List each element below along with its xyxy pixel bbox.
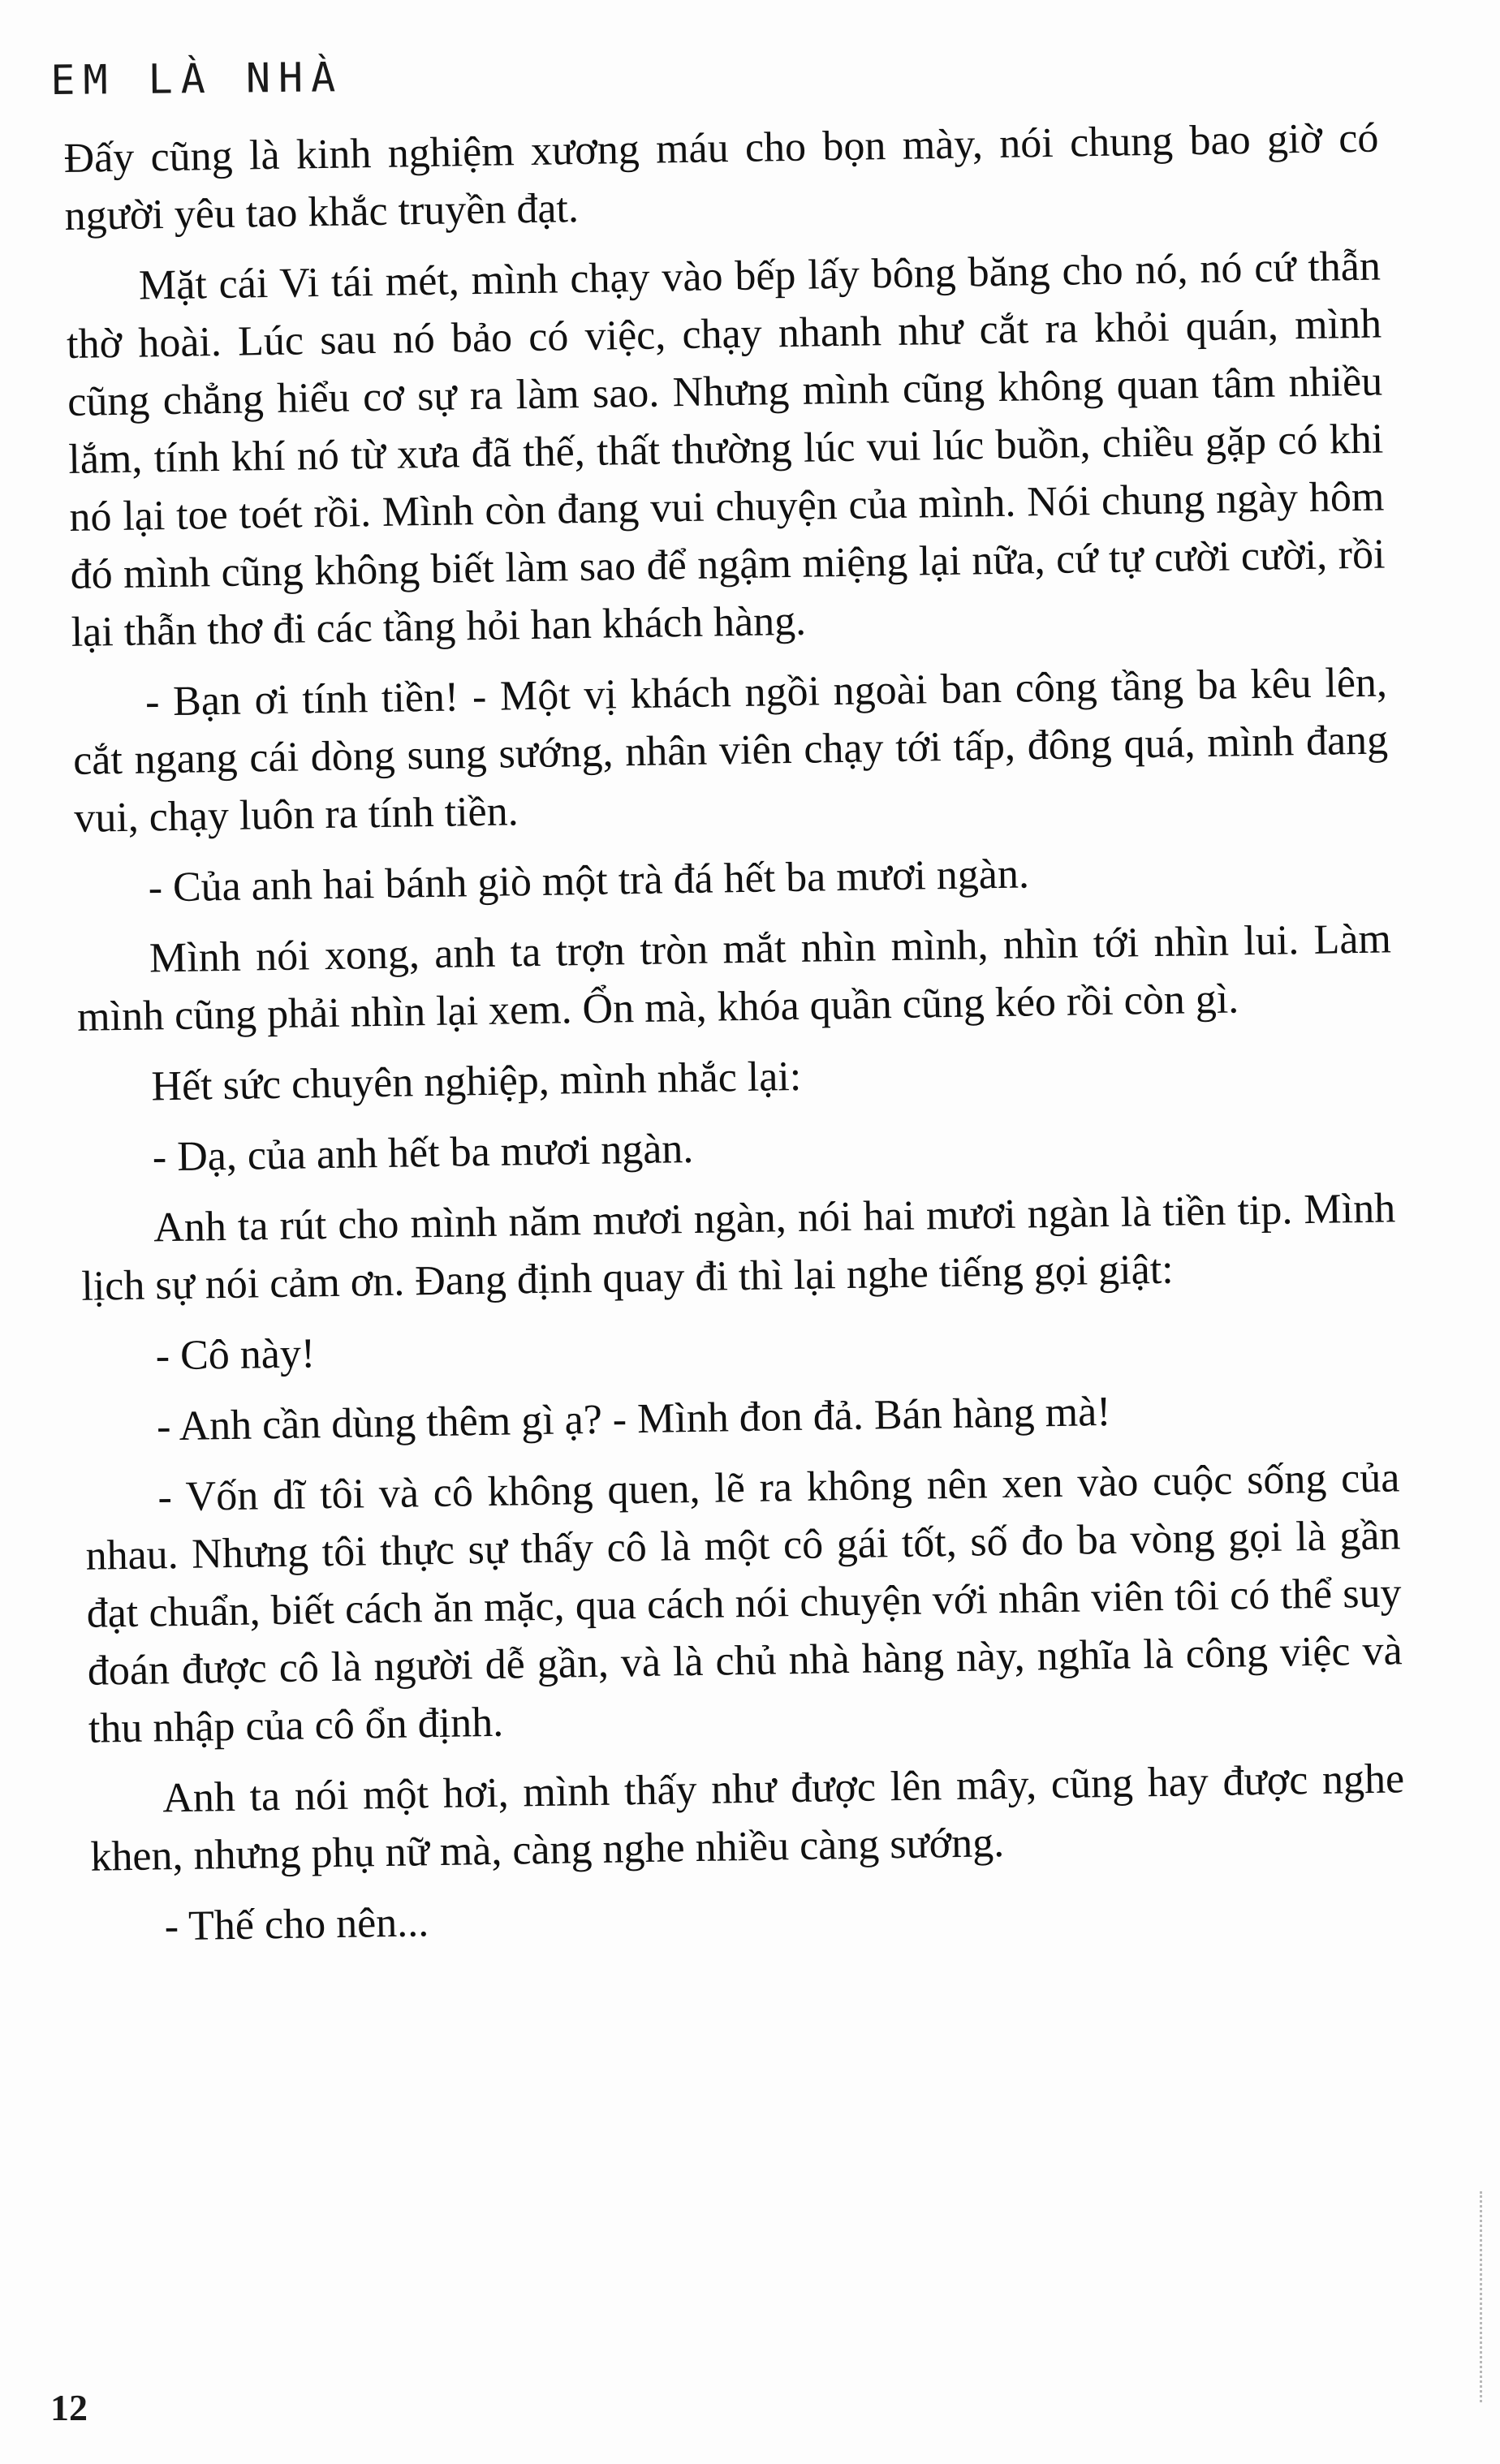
paragraph: Mình nói xong, anh ta trợn tròn mắt nhìn mình, nhìn tới nhìn lui. Làm mình cũng phải nhìn lại xem. Ổn mà, khóa quần cũng kéo rồi còn gì. xyxy=(76,915,1392,1040)
page-edge-mark xyxy=(1480,2191,1485,2402)
paragraph-continuation: Đấy cũng là kinh nghiệm xương máu cho bọn mày, nói chung bao giờ có người yêu tao khắc truyền đạt. xyxy=(63,114,1379,239)
page-number: 12 xyxy=(50,2387,88,2428)
dialogue-paragraph: - Thế cho nên... xyxy=(164,1899,429,1950)
dialogue-paragraph: - Anh cần dùng thêm gì ạ? - Mình đon đả. Bán hàng mà! xyxy=(156,1388,1111,1450)
dialogue-paragraph: - Dạ, của anh hết ba mươi ngàn. xyxy=(152,1125,694,1181)
running-header-title: EM LÀ NHÀ xyxy=(50,54,344,104)
paragraph: Mặt cái Vi tái mét, mình chạy vào bếp lấy bông băng cho nó, nó cứ thẫn thờ hoài. Lúc sau nó bảo có việc, chạy nhanh như cắt ra khỏi quán, mình cũng chẳng hiểu cơ sự ra làm sao. Nhưng mình cũng không quan tâm nhiều lắm, tính khí nó từ xưa đã thế, thất thường lúc vui lúc buồn, chiều gặp có khi nó lại toe toét rồi. Mình còn đang vui chuyện của mình. Nói chung ngày hôm đó mình cũng không biết làm sao để ngậm miệng lại nữa, cứ tự cười cười, rồi lại thẫn thơ đi các tầng hỏi han khách hàng. xyxy=(66,243,1386,656)
dialogue-paragraph: - Bạn ơi tính tiền! - Một vị khách ngồi ngoài ban công tầng ba kêu lên, cắt ngang cái dòng sung sướng, nhân viên chạy tới tấp, đông quá, mình đang vui, chạy luôn ra tính tiền. xyxy=(72,659,1389,842)
page-body-text xyxy=(63,110,1407,1957)
paragraph: Anh ta rút cho mình năm mươi ngàn, nói hai mươi ngàn là tiền tip. Mình lịch sự nói cảm ơn. Đang định quay đi thì lại nghe tiếng gọi giật: xyxy=(80,1185,1396,1310)
paragraph: Anh ta nói một hơi, mình thấy như được lên mây, cũng hay được nghe khen, nhưng phụ nữ mà, càng nghe nhiều càng sướng. xyxy=(89,1755,1405,1880)
dialogue-paragraph: - Của anh hai bánh giò một trà đá hết ba mươi ngàn. xyxy=(148,851,1030,911)
dialogue-paragraph: - Cô này! xyxy=(155,1330,316,1380)
dialogue-paragraph: - Vốn dĩ tôi và cô không quen, lẽ ra không nên xen vào cuộc sống của nhau. Nhưng tôi thực sự thấy cô là một cô gái tốt, số đo ba vòng gọi là gần đạt chuẩn, biết cách ăn mặc, qua cách nói chuyện với nhân viên tôi có thể suy đoán được cô là người dễ gần, và là chủ nhà hàng này, nghĩa là công việc và thu nhập của cô ổn định. xyxy=(85,1454,1403,1752)
paragraph: Hết sức chuyên nghiệp, mình nhắc lại: xyxy=(151,1053,802,1110)
